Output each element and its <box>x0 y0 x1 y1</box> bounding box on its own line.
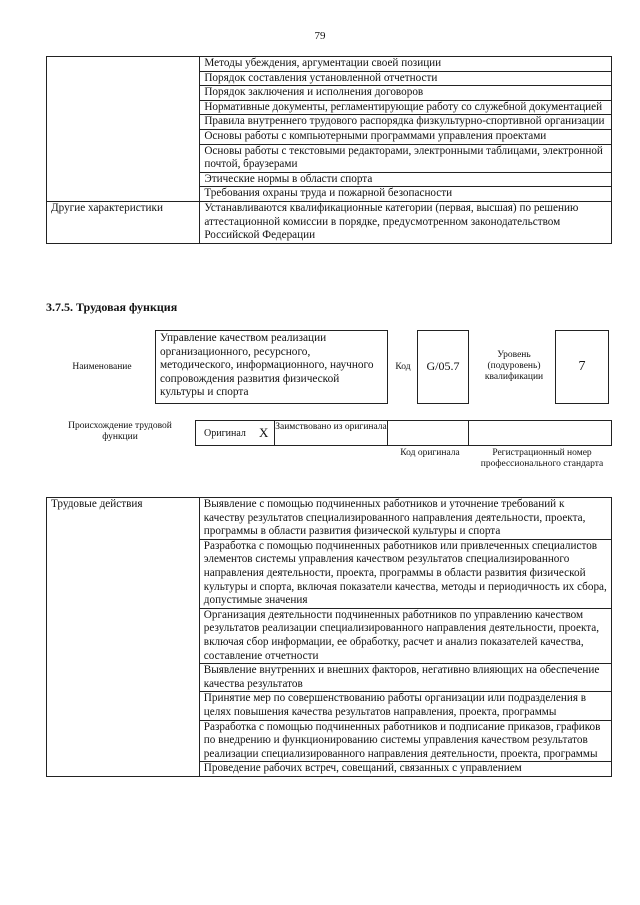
code-original-cell <box>387 420 469 446</box>
borrowed-label: Заимствовано из оригинала <box>275 422 387 432</box>
original-label: Оригинал <box>204 428 246 439</box>
knowledge-label-cell <box>47 57 200 202</box>
qualification-level-label: Уровень (подуровень) квалификации <box>484 350 544 382</box>
original-mark: X <box>259 425 269 440</box>
knowledge-item: Требования охраны труда и пожарной безопасности <box>200 187 612 202</box>
code-value: G/05.7 <box>417 330 469 404</box>
labor-action-item: Организация деятельности подчиненных работников по управлению качеством результатов реализации специализированного направления деятельности, проекта, включая сбор информации, ее обработку, расчет и анализ показателей качества, составление отчетности <box>199 608 611 663</box>
labor-actions-table <box>46 497 612 777</box>
code-original-label: Код оригинала <box>400 448 460 458</box>
labor-action-item: Выявление с помощью подчиненных работников и уточнение требований к качеству результатов специализированного направления деятельности, проекта, программы в области развития физической культуры и спорта <box>199 498 611 540</box>
origin-label: Происхождение трудовой функции <box>68 421 172 442</box>
qualification-level-value: 7 <box>555 330 609 404</box>
labor-action-item: Разработка с помощью подчиненных работников и подписание приказов, графиков по внедрению и функционированию системы управления качеством результатов реализации специализированного направления деятельности, проекта, программы <box>199 720 611 762</box>
labor-action-item: Принятие мер по совершенствованию работы организации или подразделения в целях повышения качества результатов направления, проекта, программы <box>199 692 611 720</box>
original-cell <box>195 420 275 446</box>
labor-actions-label: Трудовые действия <box>47 498 200 777</box>
code-label: Код <box>395 362 411 372</box>
borrowed-cell <box>274 420 388 446</box>
function-name-label: Наименование <box>72 362 132 372</box>
reg-number-cell <box>468 420 612 446</box>
section-title: 3.7.5. Трудовая функция <box>46 300 178 314</box>
knowledge-table <box>46 56 612 244</box>
reg-number-label: Регистрационный номер профессионального стандарта <box>480 448 604 469</box>
knowledge-item: Этические нормы в области спорта <box>200 172 612 187</box>
knowledge-item: Порядок заключения и исполнения договоров <box>200 86 612 101</box>
labor-action-item: Выявление внутренних и внешних факторов, негативно влияющих на обеспечение качества результатов <box>199 664 611 692</box>
knowledge-item: Основы работы с текстовыми редакторами, электронными таблицами, электронной почтой, браузерами <box>200 144 612 172</box>
other-characteristics-label: Другие характеристики <box>47 201 200 243</box>
other-characteristics-text: Устанавливаются квалификационные категории (первая, высшая) по решению аттестационной комиссии в порядке, предусмотренном законодательством Российской Федерации <box>200 201 612 243</box>
knowledge-item: Нормативные документы, регламентирующие работу со служебной документацией <box>200 100 612 115</box>
function-name-box: Управление качеством реализации организационного, ресурсного, методического, информационного, научного сопровождения развития физической культуры и спорта <box>155 330 388 404</box>
knowledge-item: Методы убеждения, аргументации своей позиции <box>200 57 612 72</box>
knowledge-item: Правила внутреннего трудового распорядка физкультурно-спортивной организации <box>200 115 612 130</box>
labor-action-item: Проведение рабочих встреч, совещаний, связанных с управлением <box>199 762 611 777</box>
knowledge-item: Основы работы с компьютерными программами управления проектами <box>200 129 612 144</box>
page-number: 79 <box>314 30 326 42</box>
labor-action-item: Разработка с помощью подчиненных работников или привлеченных специалистов элементов системы управления качеством результатов специализированного направления деятельности, проекта, программы в области развития физической культуры и спорта, включая показатели качества, методы и периодичность их сбора, допустимые значения <box>199 539 611 608</box>
knowledge-item: Порядок составления установленной отчетности <box>200 71 612 86</box>
